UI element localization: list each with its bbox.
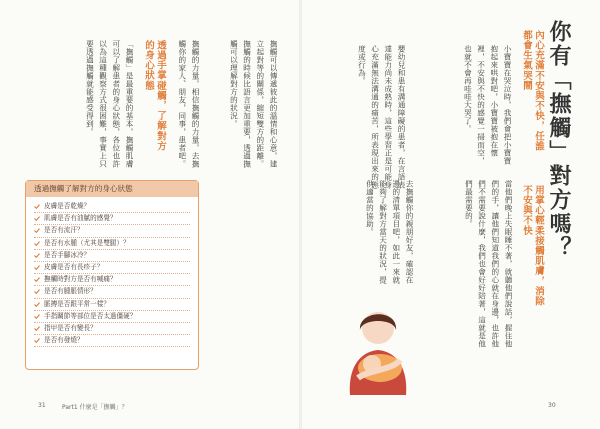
check-icon: [34, 216, 40, 221]
check-icon: [34, 338, 40, 343]
checklist-item: [34, 238, 190, 250]
body-col-a: [414, 45, 514, 165]
checklist-item-text: 脈搏是否跟平常一樣？: [44, 299, 110, 308]
checklist-item-text: 是否有腫脹情形？: [44, 287, 97, 296]
mother-baby-illustration: [338, 300, 418, 395]
page-fold: [299, 0, 302, 429]
check-icon: [34, 204, 40, 209]
checklist-item-text: 撫觸時對方是否有喊痛？: [44, 275, 117, 284]
left-body-col-b: [172, 40, 202, 170]
body-text: 「撫觸」是最重要的基本，撫觸肌膚可以了解患者的身心狀態，各位也許以為這種觀察方式很困難，事實上只要透過撫觸就能感受得到。: [85, 40, 134, 168]
check-icon: [34, 314, 40, 319]
check-icon: [34, 253, 40, 258]
check-icon: [34, 289, 40, 294]
checklist-item-text: 是否有發燒？: [44, 336, 84, 345]
page-number-right: 30: [548, 402, 556, 409]
checklist-item-text: 是否有流汗？: [44, 226, 84, 235]
check-icon: [34, 265, 40, 270]
body-text: 嬰幼兒和患有溝通障礙的患者，在言語表達能力尚未成熟時，這些學習正是可能身心充滿無法溝通的痛苦，所表現出來的態度或行為。: [357, 45, 406, 189]
checklist-item: [34, 201, 190, 213]
page-number-left: 31: [38, 402, 46, 409]
checklist-item-text: 是否有水腫（尤其是雙腿）？: [44, 238, 130, 247]
left-body-col-c: [80, 40, 136, 170]
checklist: [26, 201, 198, 347]
checklist-item: [34, 225, 190, 237]
checklist-item-text: 皮膚是否有長疹子？: [44, 262, 104, 271]
checklist-item: [34, 299, 190, 311]
page-title: 你有「撫觸」對方嗎？: [546, 20, 572, 260]
subheading-1: 內心充滿不安與不快，任誰都會生氣哭鬧: [521, 30, 544, 152]
checklist-item-text: 肌膚是否有油膩的感覺？: [44, 214, 117, 223]
checklist-box: [25, 180, 199, 370]
checklist-item: [34, 286, 190, 298]
checklist-item: [34, 335, 190, 347]
checklist-item-text: 皮膚是否乾燥？: [44, 202, 91, 210]
check-icon: [34, 241, 40, 246]
body-text: 去撫觸你的親朋好友，確認在邊的清單項目吧，如此一來就能夠了解對方當天的狀況，提供適當的協助。: [365, 180, 414, 284]
checklist-item: [34, 213, 190, 225]
body-col-d: [328, 180, 416, 290]
checklist-item: [34, 262, 190, 274]
checklist-item-text: 手指關節等部位是否太過僵硬？: [44, 311, 137, 320]
checklist-item: [34, 323, 190, 335]
subheading-2: 用掌心輕柔接觸肌膚，消除不安與不快: [521, 185, 544, 307]
check-icon: [34, 277, 40, 282]
checklist-title: 透過撫觸了解對方的身心狀態: [26, 181, 198, 197]
check-icon: [34, 326, 40, 331]
checklist-item-text: 是否手腳冰冷？: [44, 250, 91, 259]
checklist-item: [34, 250, 190, 262]
check-icon: [34, 302, 40, 307]
body-text: 撫觸的力量，相信撫觸的力量，去撫觸你的家人、朋友，同事，患者吧。: [177, 40, 200, 168]
body-text: 撫觸可以傳遞彼此的溫情和心意，建立起對等的關係，縮短雙方的距離。撫觸的時候比語言更加重要，透過撫觸可以理解對方的狀況。: [229, 40, 278, 168]
left-subheading: 透過手掌碰觸，了解對方的身心狀態: [143, 40, 166, 152]
checklist-item: [34, 311, 190, 323]
check-icon: [34, 228, 40, 233]
checklist-item: [34, 274, 190, 286]
body-text: 小寶寶在哭泣時，我們會把小寶寶抱起來哄對吧，小寶寶被抱在懷裡，不安與不快的感覺一掃而空，也就不會再哇哇大哭了。: [463, 45, 512, 165]
running-footer: Part1 什麼是「撫觸」？: [62, 404, 128, 411]
left-body-col-a: [210, 40, 280, 170]
checklist-item-text: 指甲是否有變長？: [44, 323, 97, 332]
body-col-c: [420, 180, 515, 350]
body-col-b: [318, 45, 408, 195]
body-text: 當他們晚上失眠睡不著，就聽他們說話，握住他們的手，讓他們知道我們的心就在身邊，也許他們不需要說什麼，我們也會好好陪著，這就是他們最需要的。: [464, 180, 513, 348]
